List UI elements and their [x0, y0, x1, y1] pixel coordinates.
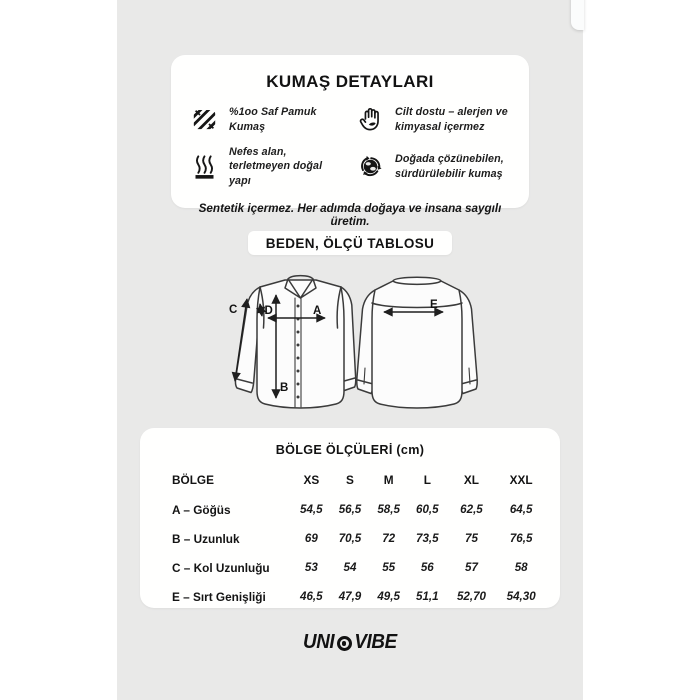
cell-value: 47,9: [338, 590, 362, 603]
column-header-bolge: BÖLGE: [172, 472, 214, 487]
cell-value: 58,5: [377, 503, 400, 516]
cell-value: 64,5: [509, 503, 533, 516]
cell-value: 46,5: [300, 590, 323, 603]
back-shirt-figure: [357, 277, 477, 408]
cell-value: 70,5: [338, 532, 362, 545]
measure-label-d: D: [264, 305, 273, 317]
cell-value: 54,5: [300, 503, 323, 516]
table-row: [172, 495, 546, 524]
row-label: C – Kol Uzunluğu: [172, 560, 270, 575]
fabric-details-card: [171, 55, 529, 228]
table-header-row: [172, 464, 546, 495]
fabric-roll-icon: [191, 106, 218, 133]
feature-item-biodegradable: [357, 145, 511, 189]
scrollbar-thumb[interactable]: [571, 0, 584, 30]
table-row: [172, 582, 546, 611]
cell-value: 54: [343, 561, 357, 574]
size-measurements-table: [172, 464, 546, 611]
hand-leaf-icon: [357, 106, 384, 133]
cell-value: 58: [514, 561, 528, 574]
fabric-card-title: KUMAŞ DETAYLARI: [266, 72, 434, 91]
cell-value: 73,5: [416, 532, 439, 545]
cell-value: 62,5: [460, 503, 483, 516]
biodegradable-icon: [357, 153, 384, 180]
feature-item-cotton: [191, 105, 345, 135]
brand-logo-suffix: VIBE: [353, 631, 397, 653]
cell-value: 56,5: [338, 503, 362, 516]
fabric-footer-note: Sentetik içermez. Her adımda doğaya ve insana saygılı üretim.: [198, 201, 502, 228]
table-row: [172, 553, 546, 582]
feature-text: Nefes alan, terletmeyen doğal yapı: [229, 145, 323, 188]
front-shirt-figure: [235, 276, 355, 408]
cell-value: 54,30: [506, 590, 536, 603]
brand-logo: [117, 631, 583, 654]
cell-value: 55: [382, 561, 396, 574]
fabric-feature-list: [171, 105, 529, 189]
target-q-dot: [342, 641, 347, 646]
feature-item-skin-friendly: [357, 105, 511, 135]
steam-icon: [191, 153, 218, 180]
cell-value: 76,5: [509, 532, 533, 545]
table-row: [172, 524, 546, 553]
cell-value: 57: [465, 561, 478, 574]
measurements-card: [140, 428, 560, 608]
row-label: E – Sırt Genişliği: [172, 589, 266, 604]
column-header-xs: XS: [303, 472, 320, 487]
product-infographic-panel: [117, 0, 583, 700]
feature-text: Cilt dostu – alerjen ve kimyasal içermez: [395, 106, 508, 133]
cell-value: 72: [382, 532, 396, 545]
feature-item-breathable: [191, 145, 345, 189]
feature-text: %1oo Saf Pamuk Kumaş: [229, 106, 317, 133]
measure-label-a: A: [313, 305, 322, 317]
measure-label-c: C: [229, 304, 238, 316]
cell-value: 52,70: [456, 590, 486, 603]
column-header-l: L: [423, 472, 431, 487]
cell-value: 75: [465, 532, 478, 545]
column-header-xxl: XXL: [509, 472, 533, 487]
cell-value: 51,1: [416, 590, 439, 603]
size-table-heading-label: BEDEN, ÖLÇÜ TABLOSU: [265, 235, 435, 251]
column-header-m: M: [383, 472, 394, 487]
cell-value: 49,5: [377, 590, 400, 603]
cell-value: 53: [304, 561, 318, 574]
brand-logo-prefix: UNI: [303, 631, 335, 653]
measurements-title: BÖLGE ÖLÇÜLERİ (cm): [275, 443, 425, 457]
column-header-s: S: [346, 472, 354, 487]
cell-value: 56: [420, 561, 434, 574]
target-q-icon: [337, 636, 352, 651]
size-table-heading: [248, 231, 452, 255]
feature-text: Doğada çözünebilen, sürdürülebilir kumaş: [395, 152, 504, 180]
row-label: B – Uzunluk: [172, 531, 240, 546]
column-header-xl: XL: [463, 472, 479, 487]
measure-label-b: B: [280, 382, 289, 394]
cell-value: 69: [304, 532, 318, 545]
shirt-measurement-diagram: [227, 272, 483, 414]
row-label: A – Göğüs: [172, 502, 231, 517]
measure-label-e: E: [430, 299, 438, 311]
cell-value: 60,5: [416, 503, 439, 516]
